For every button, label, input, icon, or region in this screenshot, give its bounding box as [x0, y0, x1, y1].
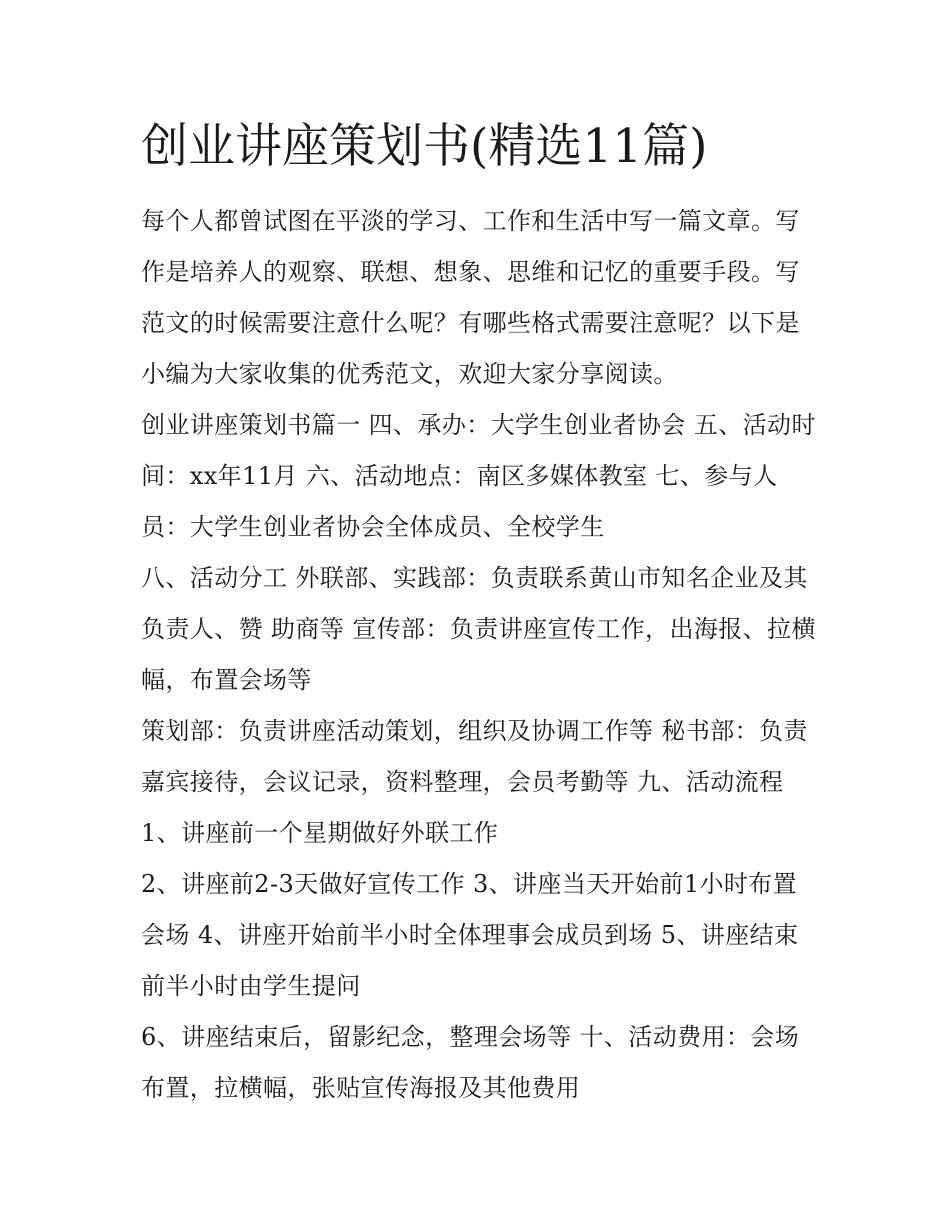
- paragraph-division-of-work: 八、活动分工 外联部、实践部：负责联系黄山市知名企业及其负责人、赞 助商等 宣传部：负责讲座宣传工作，出海报、拉横幅，布置会场等: [141, 564, 816, 694]
- paragraph-event-info: 创业讲座策划书篇一 四、承办：大学生创业者协会 五、活动时间：xx年11月 六、活动地点：南区多媒体教室 七、参与人员：大学生创业者协会全体成员、全校学生: [141, 411, 816, 541]
- paragraph-costs: 6、讲座结束后，留影纪念，整理会场等 十、活动费用：会场布置，拉横幅，张贴宣传海报及其他费用: [141, 1023, 800, 1102]
- document-page: [141, 112, 821, 1114]
- paragraph-intro: 每个人都曾试图在平淡的学习、工作和生活中写一篇文章。写作是培养人的观察、联想、想象、思维和记忆的重要手段。写范文的时候需要注意什么呢？有哪些格式需要注意呢？以下是小编为大家收集的优秀范文，欢迎大家分享阅读。: [141, 207, 800, 388]
- paragraph-schedule: 2、讲座前2-3天做好宣传工作 3、讲座当天开始前1小时布置会场 4、讲座开始前半小时全体理事会成员到场 5、讲座结束前半小时由学生提问: [141, 870, 799, 1000]
- paragraph-planning-department: 策划部：负责讲座活动策划，组织及协调工作等 秘书部：负责嘉宾接待，会议记录，资料整理，会员考勤等 九、活动流程 1、讲座前一个星期做好外联工作: [141, 717, 808, 847]
- document-title: 创业讲座策划书(精选11篇): [141, 119, 708, 174]
